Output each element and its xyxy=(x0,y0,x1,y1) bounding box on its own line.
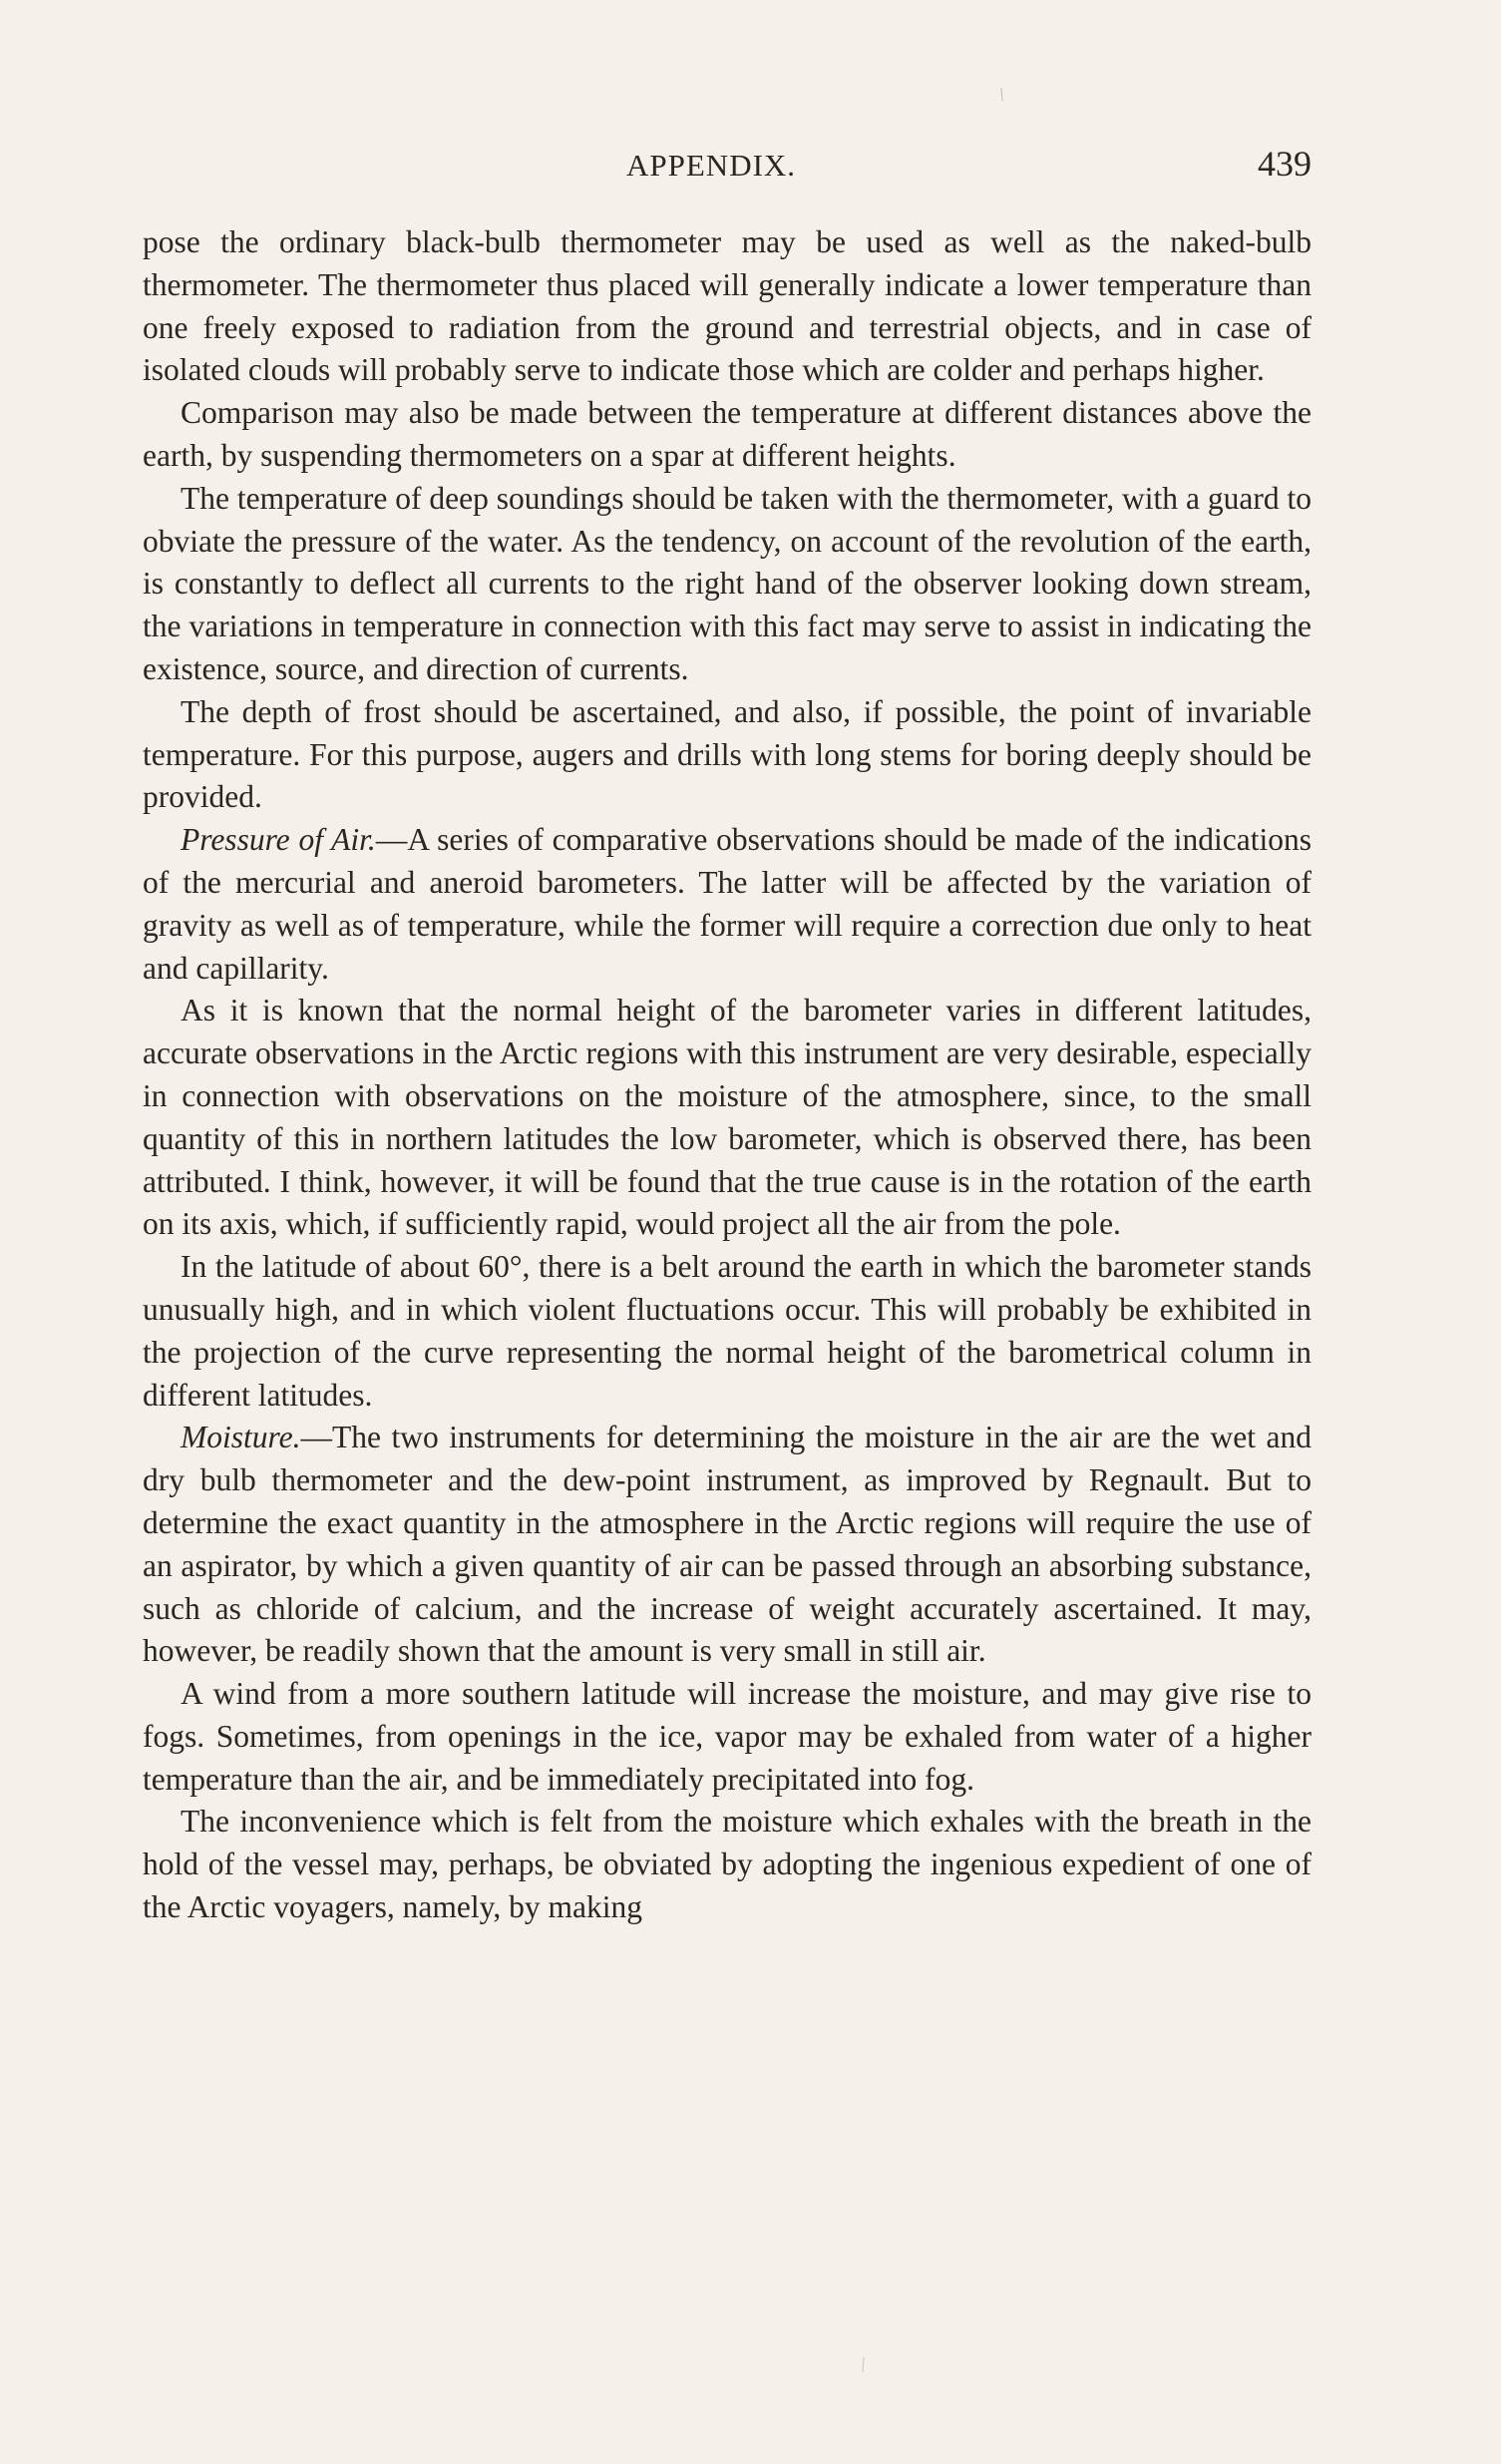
paragraph-barometer-latitudes xyxy=(143,990,1312,1246)
paper-speck xyxy=(863,2357,864,2372)
paragraph-text: pose the ordinary black-bulb thermometer may be used as well as the naked-bulb thermometer. The thermometer thus placed will generally indicate a lower temperature than one freely exposed to radiation from the ground and terrestrial objects, and in case of isolated clouds will probably serve to indicate those which are colder and perhaps higher. xyxy=(143,224,1312,388)
page-number: 439 xyxy=(1258,144,1312,184)
page-body xyxy=(143,221,1312,1929)
paragraph-text: The temperature of deep soundings should be taken with the thermometer, with a guard to obviate the pressure of the water. As the tendency, on account of the revolution of the earth, is constantly to deflect all currents to the right hand of the observer looking down stream, the variations in temperature in connection with this fact may serve to assist in indicating the existence, source, and direction of currents. xyxy=(143,480,1312,686)
paper-speck xyxy=(1001,88,1002,101)
paragraph-text: —A series of comparative observations should be made of the indications of the mercurial and aneroid barometers. The latter will be affected by the variation of gravity as well as of temperature, while the former will require a correction due only to heat and capillarity. xyxy=(143,822,1312,986)
running-head: APPENDIX. xyxy=(626,148,797,183)
paragraph-text: As it is known that the normal height of the barometer varies in different latitudes, accurate observations in the Arctic regions with this instrument are very desirable, especially in connection with observations on the moisture of the atmosphere, since, to the small quantity of this in northern latitudes the low barometer, which is observed there, has been attributed. I think, however, it will be found that the true cause is in the rotation of the earth on its axis, which, if sufficiently rapid, would project all the air from the pole. xyxy=(143,993,1312,1242)
paragraph-inconvenience xyxy=(143,1801,1312,1928)
section-heading-pressure: Pressure of Air. xyxy=(181,822,376,858)
page-header xyxy=(143,142,1312,192)
paragraph-latitude-60 xyxy=(143,1246,1312,1417)
paragraph-text: Comparison may also be made between the temperature at different distances above the earth, by suspending thermometers on a spar at different heights. xyxy=(143,395,1312,473)
paragraph-deep-soundings xyxy=(143,478,1312,691)
paragraph-text: The inconvenience which is felt from the moisture which exhales with the breath in the hold of the vessel may, perhaps, be obviated by adopting the ingenious expedient of one of the Arctic voyagers, namely, by making xyxy=(143,1804,1312,1925)
paragraph-text: The depth of frost should be ascertained, and also, if possible, the point of invariable temperature. For this purpose, augers and drills with long stems for boring deeply should be provided. xyxy=(143,693,1312,815)
paragraph-southern-wind xyxy=(143,1673,1312,1801)
paragraph-pressure-of-air xyxy=(143,819,1312,990)
paragraph-text: A wind from a more southern latitude will increase the moisture, and may give rise to fogs. Sometimes, from openings in the ice, vapor may be exhaled from water of a higher temperature than the air, and be immediately precipitated into fog. xyxy=(143,1676,1312,1797)
paragraph-text: —The two instruments for determining the moisture in the air are the wet and dry bulb thermometer and the dew-point instrument, as improved by Regnault. But to determine the exact quantity in the atmosphere in the Arctic regions will require the use of an aspirator, by which a given quantity of air can be passed through an absorbing substance, such as chloride of calcium, and the increase of weight accurately ascertained. It may, however, be readily shown that the amount is very small in still air. xyxy=(143,1420,1312,1669)
paragraph-frost xyxy=(143,691,1312,819)
paragraph-text: In the latitude of about 60°, there is a belt around the earth in which the barometer stands unusually high, and in which violent fluctuations occur. This will probably be exhibited in the projection of the curve representing the normal height of the barometrical column in different latitudes. xyxy=(143,1249,1312,1413)
paragraph-black-bulb xyxy=(143,221,1312,392)
paragraph-comparison xyxy=(143,392,1312,478)
paragraph-moisture xyxy=(143,1417,1312,1673)
section-heading-moisture: Moisture. xyxy=(181,1420,301,1455)
